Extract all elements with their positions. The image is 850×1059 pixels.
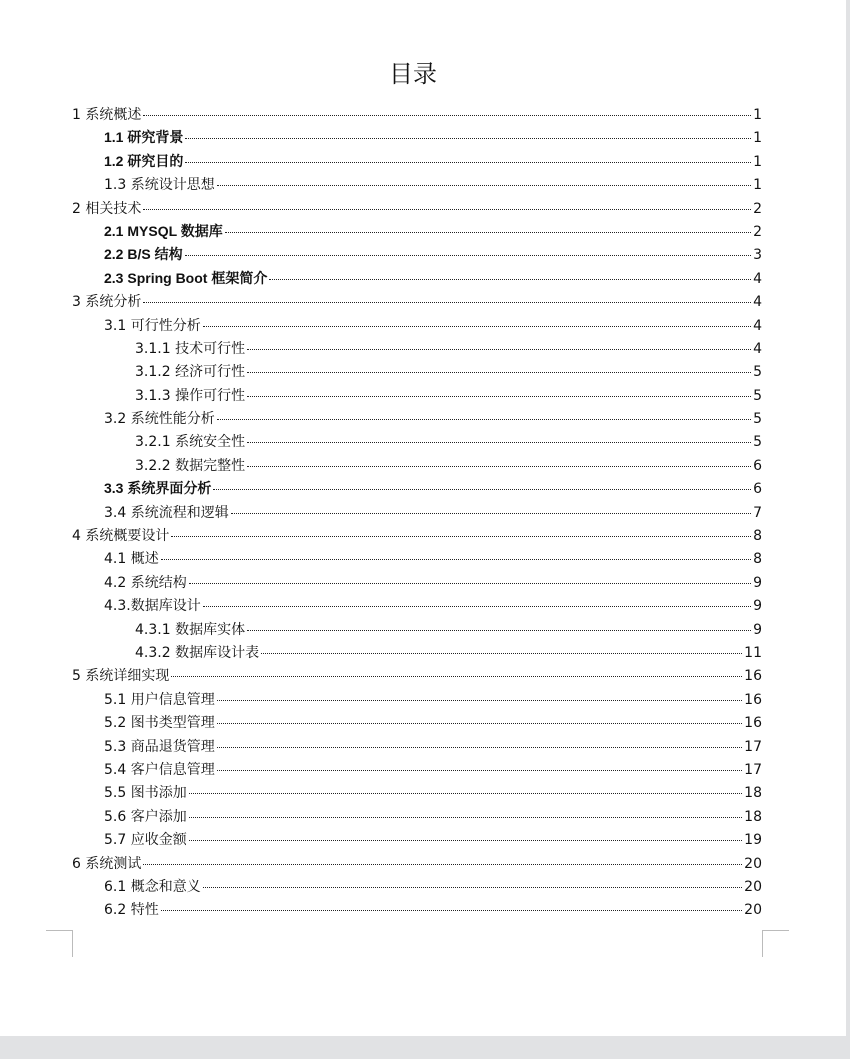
dot-leader [247, 442, 751, 443]
dot-leader [247, 349, 751, 350]
dot-leader [185, 162, 751, 163]
toc-entry-label: 1.3 系统设计思想 [104, 177, 215, 194]
toc-entry[interactable] [72, 244, 762, 267]
toc-page-number: 9 [753, 598, 762, 615]
dot-leader [171, 676, 742, 677]
margin-corner-mark-right [762, 930, 789, 957]
toc-page-number: 1 [753, 130, 762, 147]
toc-entry[interactable] [72, 502, 762, 525]
toc-entry-label: 5.7 应收金额 [104, 832, 187, 849]
toc-title: 目录 [389, 60, 437, 88]
toc-entry[interactable] [72, 689, 762, 712]
dot-leader [247, 396, 751, 397]
dot-leader [143, 209, 751, 210]
toc-entry-label: 4.2 系统结构 [104, 574, 187, 591]
toc-page-number: 4 [753, 317, 762, 334]
toc-page-number: 20 [744, 902, 762, 919]
toc-entry-label: 4.3.2 数据库设计表 [135, 644, 260, 661]
toc-entry-label: 5.2 图书类型管理 [104, 715, 215, 732]
toc-page-number: 8 [753, 551, 762, 568]
dot-leader [189, 793, 742, 794]
toc-page-number: 1 [753, 107, 762, 123]
toc-page-number: 4 [753, 294, 762, 311]
dot-leader [161, 910, 742, 911]
dot-leader [185, 138, 751, 139]
toc-entry-label: 1.1 研究背景 [104, 129, 184, 146]
dot-leader [247, 372, 751, 373]
toc-entry-label: 3.2.1 系统安全性 [135, 434, 246, 451]
dot-leader [203, 887, 742, 888]
dot-leader [247, 466, 751, 467]
toc-entry-label: 4.1 概述 [104, 551, 159, 568]
toc-page-number: 19 [744, 832, 762, 849]
toc-entry[interactable] [72, 665, 762, 688]
toc-entry[interactable] [72, 829, 762, 852]
toc-entry-label: 6.2 特性 [104, 902, 159, 919]
toc-entry[interactable] [72, 198, 762, 221]
toc-entry[interactable] [72, 151, 762, 174]
toc-page-number: 1 [753, 153, 762, 170]
toc-entry[interactable] [72, 431, 762, 454]
dot-leader [261, 653, 742, 654]
toc-entry-label: 3.1 可行性分析 [104, 317, 201, 334]
dot-leader [189, 840, 742, 841]
dot-leader [161, 559, 751, 560]
toc-page-number: 8 [753, 528, 762, 545]
toc-entry-label: 5 系统详细实现 [72, 668, 170, 685]
toc-page-number: 7 [753, 504, 762, 521]
toc-page-number: 2 [753, 200, 762, 217]
toc-entry-label: 3.1.1 技术可行性 [135, 340, 246, 357]
toc-page-number: 3 [753, 247, 762, 264]
toc-entry-label: 1.2 研究目的 [104, 152, 184, 169]
toc-entry[interactable] [72, 408, 762, 431]
dot-leader [217, 700, 742, 701]
toc-page-number: 4 [753, 340, 762, 357]
toc-entry[interactable] [72, 782, 762, 805]
toc-entry[interactable] [72, 221, 762, 244]
toc-entry[interactable] [72, 806, 762, 829]
dot-leader [189, 817, 742, 818]
dot-leader [217, 723, 742, 724]
toc-page-number: 6 [753, 457, 762, 474]
toc-entry-label: 5.6 客户添加 [104, 808, 187, 825]
toc-page-number: 20 [744, 878, 762, 895]
toc-entry[interactable] [72, 899, 762, 922]
toc-entry[interactable] [72, 174, 762, 197]
dot-leader [269, 279, 751, 280]
toc-page-number: 5 [753, 411, 762, 428]
toc-entry[interactable] [72, 478, 762, 501]
toc-entry[interactable] [72, 712, 762, 735]
toc-entry[interactable] [72, 853, 762, 876]
toc-page-number: 18 [744, 808, 762, 825]
toc-entry[interactable] [72, 104, 762, 127]
toc-entry-label: 3.1.2 经济可行性 [135, 364, 246, 381]
dot-leader [143, 115, 751, 116]
toc-page-number: 5 [753, 387, 762, 404]
toc-entry-label: 5.3 商品退货管理 [104, 738, 215, 755]
toc-entry[interactable] [72, 736, 762, 759]
dot-leader [189, 583, 751, 584]
toc-entry-label: 4.3.1 数据库实体 [135, 621, 246, 638]
toc-entry-label: 6 系统测试 [72, 855, 142, 872]
toc-entry-label: 3.2 系统性能分析 [104, 411, 215, 428]
toc-entry-label: 2 相关技术 [72, 200, 142, 217]
dot-leader [247, 630, 751, 631]
toc-entry-label: 3.3 系统界面分析 [104, 480, 212, 497]
dot-leader [217, 419, 751, 420]
margin-corner-mark-left [46, 930, 73, 957]
toc-page-number: 2 [753, 223, 762, 240]
table-of-contents [72, 104, 762, 923]
toc-entry[interactable] [72, 548, 762, 571]
toc-entry[interactable] [72, 315, 762, 338]
toc-entry-label: 2.3 Spring Boot 框架简介 [104, 269, 268, 286]
dot-leader [217, 747, 742, 748]
toc-entry-label: 4 系统概要设计 [72, 528, 170, 545]
dot-leader [203, 606, 751, 607]
toc-entry[interactable] [72, 759, 762, 782]
toc-page-number: 16 [744, 668, 762, 685]
toc-entry-label: 3.2.2 数据完整性 [135, 457, 246, 474]
toc-entry[interactable] [72, 455, 762, 478]
toc-page-number: 16 [744, 691, 762, 708]
toc-page-number: 9 [753, 621, 762, 638]
toc-entry-label: 5.1 用户信息管理 [104, 691, 215, 708]
dot-leader [231, 513, 751, 514]
toc-page-number: 5 [753, 434, 762, 451]
dot-leader [171, 536, 751, 537]
dot-leader [143, 864, 742, 865]
dot-leader [143, 302, 751, 303]
toc-entry-label: 3 系统分析 [72, 294, 142, 311]
toc-page-number: 6 [753, 481, 762, 498]
toc-page-number: 1 [753, 177, 762, 194]
toc-entry-label: 6.1 概念和意义 [104, 878, 201, 895]
dot-leader [203, 326, 751, 327]
toc-entry-label: 5.4 客户信息管理 [104, 761, 215, 778]
dot-leader [217, 185, 751, 186]
toc-entry[interactable] [72, 338, 762, 361]
toc-page-number: 18 [744, 785, 762, 802]
dot-leader [185, 255, 751, 256]
toc-entry-label: 2.1 MYSQL 数据库 [104, 222, 223, 239]
toc-entry[interactable] [72, 595, 762, 618]
toc-page-number: 20 [744, 855, 762, 872]
toc-entry[interactable] [72, 619, 762, 642]
toc-entry[interactable] [72, 642, 762, 665]
toc-entry-label: 1 系统概述 [72, 107, 142, 123]
toc-page-number: 17 [744, 738, 762, 755]
toc-entry-label: 2.2 B/S 结构 [104, 246, 183, 263]
toc-page-number: 11 [744, 644, 762, 661]
toc-entry[interactable] [72, 525, 762, 548]
toc-entry-label: 3.1.3 操作可行性 [135, 387, 246, 404]
toc-entry[interactable] [72, 572, 762, 595]
toc-entry[interactable] [72, 268, 762, 291]
toc-entry[interactable] [72, 291, 762, 314]
dot-leader [213, 489, 751, 490]
toc-entry[interactable] [72, 361, 762, 384]
toc-page-number: 5 [753, 364, 762, 381]
toc-entry-label: 3.4 系统流程和逻辑 [104, 504, 229, 521]
toc-page-number: 9 [753, 574, 762, 591]
toc-entry[interactable] [72, 385, 762, 408]
toc-entry-label: 5.5 图书添加 [104, 785, 187, 802]
dot-leader [217, 770, 742, 771]
toc-page-number: 16 [744, 715, 762, 732]
toc-page-number: 4 [753, 270, 762, 287]
toc-entry[interactable] [72, 127, 762, 150]
toc-page-number: 17 [744, 761, 762, 778]
dot-leader [225, 232, 751, 233]
toc-entry-label: 4.3.数据库设计 [104, 598, 201, 615]
toc-entry[interactable] [72, 876, 762, 899]
